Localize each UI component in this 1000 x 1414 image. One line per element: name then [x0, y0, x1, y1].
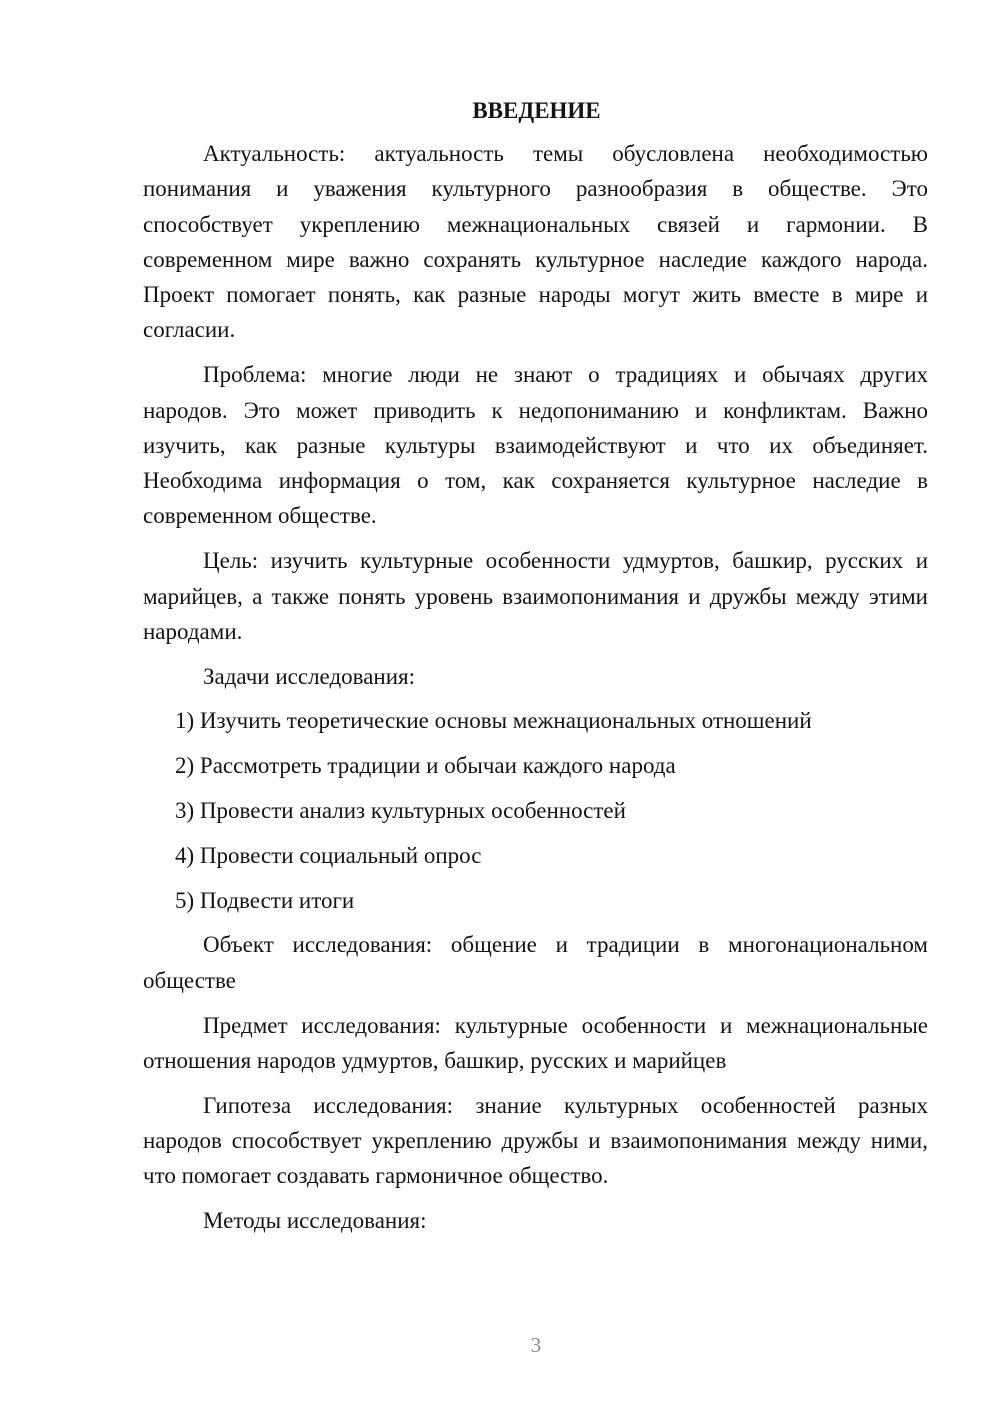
- tasks-heading: Задачи исследования:: [203, 663, 416, 689]
- hypothesis-paragraph: Гипотеза исследования: знание культурных особенностей разных народов способствует укреплению дружбы и взаимопонимания между ними, что помогает создавать гармоничное общество.: [143, 1092, 928, 1189]
- page-title: ВВЕДЕНИЕ: [472, 98, 601, 123]
- list-item: 3) Провести анализ культурных особенностей: [175, 798, 626, 824]
- tasks-list: [143, 703, 928, 917]
- subject-paragraph: Предмет исследования: культурные особенности и межнациональные отношения народов удмуртов, башкир, русских и марийцев: [143, 1012, 928, 1073]
- object-paragraph: Объект исследования: общение и традиции в многонациональном обществе: [143, 932, 928, 993]
- problem-paragraph: Проблема: многие люди не знают о традициях и обычаях других народов. Это может приводить к недопониманию и конфликтам. Важно изучить, как разные культуры взаимодействуют и что их объединяет. Необходима информация о том, как сохраняется культурное наследие в современном обществе.: [143, 362, 928, 529]
- list-item: 2) Рассмотреть традиции и обычаи каждого народа: [175, 753, 676, 779]
- list-item: 5) Подвести итоги: [175, 887, 355, 913]
- methods-heading: Методы исследования:: [203, 1208, 427, 1234]
- page-number: 3: [530, 1333, 542, 1357]
- goal-paragraph: Цель: изучить культурные особенности удмуртов, башкир, русских и марийцев, а также понять уровень взаимопонимания и дружбы между этими народами.: [143, 548, 928, 644]
- list-item: 4) Провести социальный опрос: [175, 842, 482, 868]
- relevance-paragraph: Актуальность: актуальность темы обусловлена необходимостью понимания и уважения культурного разнообразия в обществе. Это способствует укреплению межнациональных связей и гармонии. В современном мире важно сохранять культурное наследие каждого народа. Проект помогает понять, как разные народы могут жить вместе в мире и согласии.: [143, 141, 928, 343]
- document-page: [143, 94, 928, 1238]
- list-item: 1) Изучить теоретические основы межнациональных отношений: [175, 708, 812, 734]
